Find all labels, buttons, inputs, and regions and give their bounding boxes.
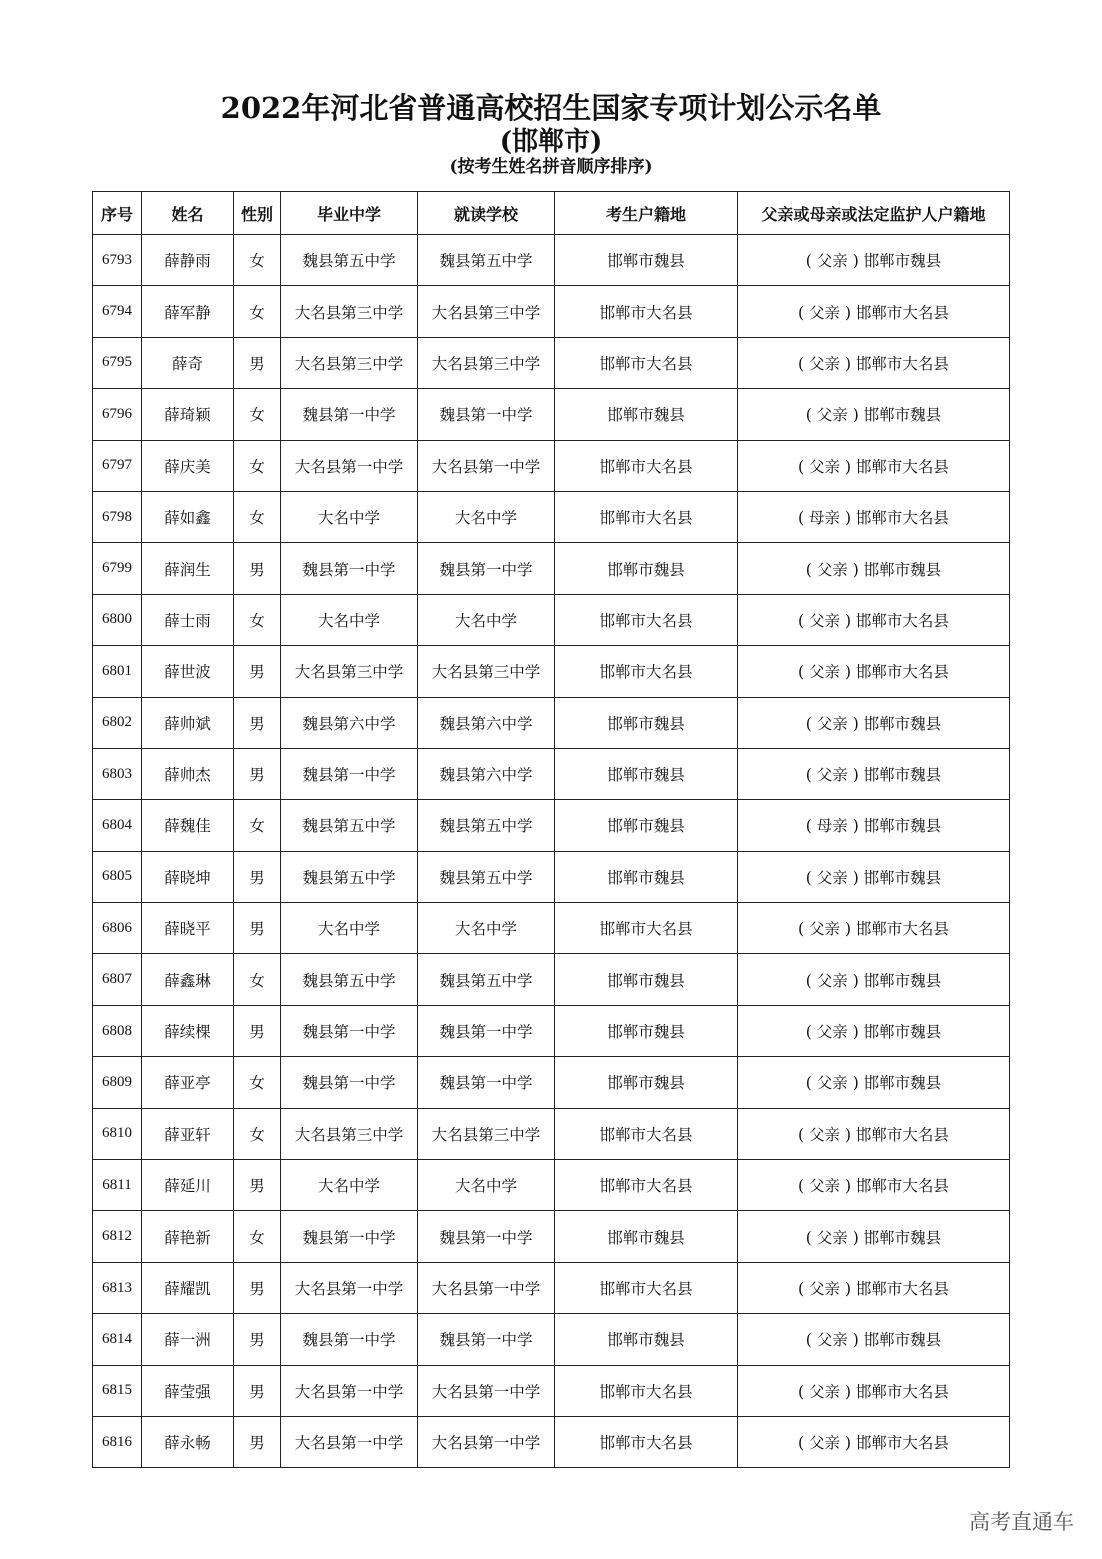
cell-seq: 6810 [93,1108,142,1159]
cell-name: 薛魏佳 [142,800,234,851]
cell-student-hukou: 邯郸市大名县 [555,646,738,697]
cell-seq: 6815 [93,1365,142,1416]
column-header-seq: 序号 [93,192,142,235]
cell-graduation-school: 大名县第三中学 [281,337,418,388]
cell-current-school: 魏县第五中学 [418,800,555,851]
cell-name: 薛军静 [142,286,234,337]
table-header-row [93,192,1010,235]
cell-graduation-school: 大名中学 [281,594,418,645]
cell-name: 薛帅斌 [142,697,234,748]
cell-seq: 6808 [93,1005,142,1056]
cell-current-school: 魏县第五中学 [418,851,555,902]
table-row [93,543,1010,594]
table-row [93,1108,1010,1159]
cell-student-hukou: 邯郸市魏县 [555,1211,738,1262]
cell-current-school: 大名中学 [418,903,555,954]
cell-guardian-hukou: ( 父亲 ) 邯郸市魏县 [738,1314,1010,1365]
cell-guardian-hukou: ( 父亲 ) 邯郸市大名县 [738,594,1010,645]
cell-graduation-school: 大名中学 [281,491,418,542]
cell-seq: 6812 [93,1211,142,1262]
cell-name: 薛续棵 [142,1005,234,1056]
cell-name: 薛永畅 [142,1416,234,1467]
cell-student-hukou: 邯郸市魏县 [555,543,738,594]
sort-note: (按考生姓名拼音顺序排序) [449,157,653,177]
table-row [93,1416,1010,1467]
cell-current-school: 魏县第五中学 [418,954,555,1005]
table-row [93,286,1010,337]
column-header-student-hukou: 考生户籍地 [555,192,738,235]
cell-name: 薛一洲 [142,1314,234,1365]
cell-seq: 6816 [93,1416,142,1467]
cell-name: 薛奇 [142,337,234,388]
cell-name: 薛晓坤 [142,851,234,902]
cell-guardian-hukou: ( 父亲 ) 邯郸市魏县 [738,1005,1010,1056]
cell-student-hukou: 邯郸市魏县 [555,748,738,799]
cell-guardian-hukou: ( 父亲 ) 邯郸市魏县 [738,954,1010,1005]
cell-gender: 女 [234,1211,281,1262]
cell-current-school: 大名县第三中学 [418,286,555,337]
cell-current-school: 魏县第一中学 [418,1005,555,1056]
cell-graduation-school: 大名中学 [281,903,418,954]
cell-name: 薛士雨 [142,594,234,645]
table-row [93,1057,1010,1108]
cell-guardian-hukou: ( 父亲 ) 邯郸市大名县 [738,440,1010,491]
table-row [93,1365,1010,1416]
cell-seq: 6807 [93,954,142,1005]
cell-student-hukou: 邯郸市魏县 [555,954,738,1005]
cell-name: 薛庆美 [142,440,234,491]
cell-gender: 男 [234,1005,281,1056]
column-header-guardian-hukou: 父亲或母亲或法定监护人户籍地 [738,192,1010,235]
cell-seq: 6802 [93,697,142,748]
table-row [93,1005,1010,1056]
cell-seq: 6806 [93,903,142,954]
cell-guardian-hukou: ( 父亲 ) 邯郸市大名县 [738,1416,1010,1467]
cell-current-school: 大名中学 [418,594,555,645]
cell-gender: 女 [234,594,281,645]
cell-guardian-hukou: ( 父亲 ) 邯郸市大名县 [738,1108,1010,1159]
cell-current-school: 大名县第三中学 [418,337,555,388]
cell-student-hukou: 邯郸市魏县 [555,1314,738,1365]
cell-graduation-school: 大名县第三中学 [281,286,418,337]
cell-student-hukou: 邯郸市大名县 [555,1365,738,1416]
cell-guardian-hukou: ( 父亲 ) 邯郸市魏县 [738,697,1010,748]
table-row [93,954,1010,1005]
cell-student-hukou: 邯郸市大名县 [555,491,738,542]
cell-guardian-hukou: ( 母亲 ) 邯郸市魏县 [738,800,1010,851]
cell-graduation-school: 大名县第一中学 [281,440,418,491]
cell-gender: 女 [234,440,281,491]
cell-seq: 6793 [93,235,142,286]
cell-gender: 男 [234,337,281,388]
table-row [93,851,1010,902]
cell-graduation-school: 魏县第五中学 [281,851,418,902]
table-row [93,903,1010,954]
cell-student-hukou: 邯郸市大名县 [555,1416,738,1467]
cell-seq: 6798 [93,491,142,542]
cell-student-hukou: 邯郸市魏县 [555,235,738,286]
cell-current-school: 魏县第一中学 [418,543,555,594]
cell-gender: 男 [234,1160,281,1211]
cell-graduation-school: 大名中学 [281,1160,418,1211]
cell-seq: 6805 [93,851,142,902]
cell-student-hukou: 邯郸市魏县 [555,851,738,902]
table-row [93,389,1010,440]
cell-graduation-school: 魏县第六中学 [281,697,418,748]
cell-current-school: 魏县第一中学 [418,1314,555,1365]
cell-seq: 6799 [93,543,142,594]
cell-current-school: 魏县第一中学 [418,1057,555,1108]
cell-student-hukou: 邯郸市大名县 [555,286,738,337]
table-row [93,440,1010,491]
cell-seq: 6814 [93,1314,142,1365]
cell-name: 薛晓平 [142,903,234,954]
cell-student-hukou: 邯郸市魏县 [555,800,738,851]
cell-current-school: 大名县第一中学 [418,440,555,491]
cell-guardian-hukou: ( 父亲 ) 邯郸市大名县 [738,337,1010,388]
cell-seq: 6804 [93,800,142,851]
cell-student-hukou: 邯郸市大名县 [555,1108,738,1159]
column-header-graduation-school: 毕业中学 [281,192,418,235]
cell-seq: 6809 [93,1057,142,1108]
cell-current-school: 大名中学 [418,491,555,542]
cell-seq: 6801 [93,646,142,697]
cell-gender: 男 [234,646,281,697]
cell-seq: 6796 [93,389,142,440]
cell-seq: 6803 [93,748,142,799]
cell-current-school: 大名县第三中学 [418,646,555,697]
page-subtitle-city: (邯郸市) [499,127,603,157]
cell-current-school: 魏县第五中学 [418,235,555,286]
cell-guardian-hukou: ( 父亲 ) 邯郸市魏县 [738,389,1010,440]
watermark: 高考直通车 [969,1510,1074,1534]
cell-student-hukou: 邯郸市魏县 [555,697,738,748]
cell-guardian-hukou: ( 父亲 ) 邯郸市大名县 [738,1365,1010,1416]
cell-seq: 6811 [93,1160,142,1211]
table-row [93,1160,1010,1211]
cell-guardian-hukou: ( 母亲 ) 邯郸市大名县 [738,491,1010,542]
table-row [93,491,1010,542]
cell-student-hukou: 邯郸市魏县 [555,1057,738,1108]
cell-guardian-hukou: ( 父亲 ) 邯郸市大名县 [738,1160,1010,1211]
cell-graduation-school: 大名县第一中学 [281,1262,418,1313]
cell-guardian-hukou: ( 父亲 ) 邯郸市魏县 [738,851,1010,902]
cell-guardian-hukou: ( 父亲 ) 邯郸市魏县 [738,235,1010,286]
cell-gender: 女 [234,1057,281,1108]
cell-current-school: 魏县第六中学 [418,748,555,799]
cell-guardian-hukou: ( 父亲 ) 邯郸市魏县 [738,1057,1010,1108]
cell-name: 薛静雨 [142,235,234,286]
cell-gender: 男 [234,903,281,954]
cell-name: 薛莹强 [142,1365,234,1416]
cell-current-school: 魏县第一中学 [418,1211,555,1262]
cell-current-school: 大名县第一中学 [418,1416,555,1467]
cell-gender: 女 [234,286,281,337]
cell-gender: 男 [234,748,281,799]
cell-gender: 男 [234,1262,281,1313]
cell-current-school: 大名县第三中学 [418,1108,555,1159]
cell-gender: 女 [234,491,281,542]
cell-guardian-hukou: ( 父亲 ) 邯郸市大名县 [738,646,1010,697]
cell-student-hukou: 邯郸市大名县 [555,337,738,388]
cell-graduation-school: 魏县第五中学 [281,800,418,851]
cell-graduation-school: 魏县第一中学 [281,389,418,440]
cell-guardian-hukou: ( 父亲 ) 邯郸市大名县 [738,903,1010,954]
cell-name: 薛耀凯 [142,1262,234,1313]
table-row [93,594,1010,645]
roster-table [92,191,1010,1468]
cell-gender: 女 [234,235,281,286]
cell-gender: 男 [234,543,281,594]
cell-graduation-school: 魏县第一中学 [281,748,418,799]
cell-graduation-school: 大名县第一中学 [281,1416,418,1467]
cell-seq: 6797 [93,440,142,491]
cell-student-hukou: 邯郸市大名县 [555,1262,738,1313]
cell-seq: 6795 [93,337,142,388]
cell-graduation-school: 大名县第一中学 [281,1365,418,1416]
cell-guardian-hukou: ( 父亲 ) 邯郸市大名县 [738,286,1010,337]
cell-name: 薛亚轩 [142,1108,234,1159]
table-row [93,800,1010,851]
cell-name: 薛艳新 [142,1211,234,1262]
cell-gender: 男 [234,1365,281,1416]
cell-student-hukou: 邯郸市大名县 [555,903,738,954]
table-row [93,646,1010,697]
cell-name: 薛琦颖 [142,389,234,440]
cell-current-school: 大名县第一中学 [418,1262,555,1313]
cell-name: 薛延川 [142,1160,234,1211]
cell-gender: 女 [234,1108,281,1159]
table-row [93,235,1010,286]
cell-graduation-school: 大名县第三中学 [281,1108,418,1159]
cell-student-hukou: 邯郸市魏县 [555,389,738,440]
cell-gender: 男 [234,851,281,902]
cell-gender: 女 [234,800,281,851]
table-row [93,697,1010,748]
cell-name: 薛帅杰 [142,748,234,799]
cell-guardian-hukou: ( 父亲 ) 邯郸市魏县 [738,748,1010,799]
cell-gender: 女 [234,954,281,1005]
cell-graduation-school: 魏县第五中学 [281,235,418,286]
cell-name: 薛鑫琳 [142,954,234,1005]
cell-gender: 女 [234,389,281,440]
cell-graduation-school: 魏县第一中学 [281,1314,418,1365]
cell-graduation-school: 大名县第三中学 [281,646,418,697]
column-header-name: 姓名 [142,192,234,235]
cell-seq: 6800 [93,594,142,645]
cell-guardian-hukou: ( 父亲 ) 邯郸市大名县 [738,1262,1010,1313]
cell-seq: 6794 [93,286,142,337]
cell-name: 薛世波 [142,646,234,697]
cell-graduation-school: 魏县第一中学 [281,1005,418,1056]
cell-student-hukou: 邯郸市大名县 [555,1160,738,1211]
cell-name: 薛润生 [142,543,234,594]
cell-gender: 男 [234,1314,281,1365]
cell-guardian-hukou: ( 父亲 ) 邯郸市魏县 [738,543,1010,594]
cell-name: 薛如鑫 [142,491,234,542]
table-row [93,1211,1010,1262]
column-header-current-school: 就读学校 [418,192,555,235]
cell-student-hukou: 邯郸市大名县 [555,440,738,491]
cell-guardian-hukou: ( 父亲 ) 邯郸市魏县 [738,1211,1010,1262]
cell-graduation-school: 魏县第一中学 [281,1057,418,1108]
table-row [93,748,1010,799]
cell-graduation-school: 魏县第一中学 [281,1211,418,1262]
cell-gender: 男 [234,1416,281,1467]
table-row [93,1314,1010,1365]
page-title: 2022年河北省普通高校招生国家专项计划公示名单 [220,91,882,125]
cell-student-hukou: 邯郸市大名县 [555,594,738,645]
cell-graduation-school: 魏县第一中学 [281,543,418,594]
table-row [93,1262,1010,1313]
cell-current-school: 魏县第一中学 [418,389,555,440]
cell-graduation-school: 魏县第五中学 [281,954,418,1005]
cell-seq: 6813 [93,1262,142,1313]
cell-current-school: 大名中学 [418,1160,555,1211]
cell-student-hukou: 邯郸市魏县 [555,1005,738,1056]
table-row [93,337,1010,388]
cell-name: 薛亚亭 [142,1057,234,1108]
cell-current-school: 魏县第六中学 [418,697,555,748]
cell-gender: 男 [234,697,281,748]
column-header-gender: 性别 [234,192,281,235]
cell-current-school: 大名县第一中学 [418,1365,555,1416]
